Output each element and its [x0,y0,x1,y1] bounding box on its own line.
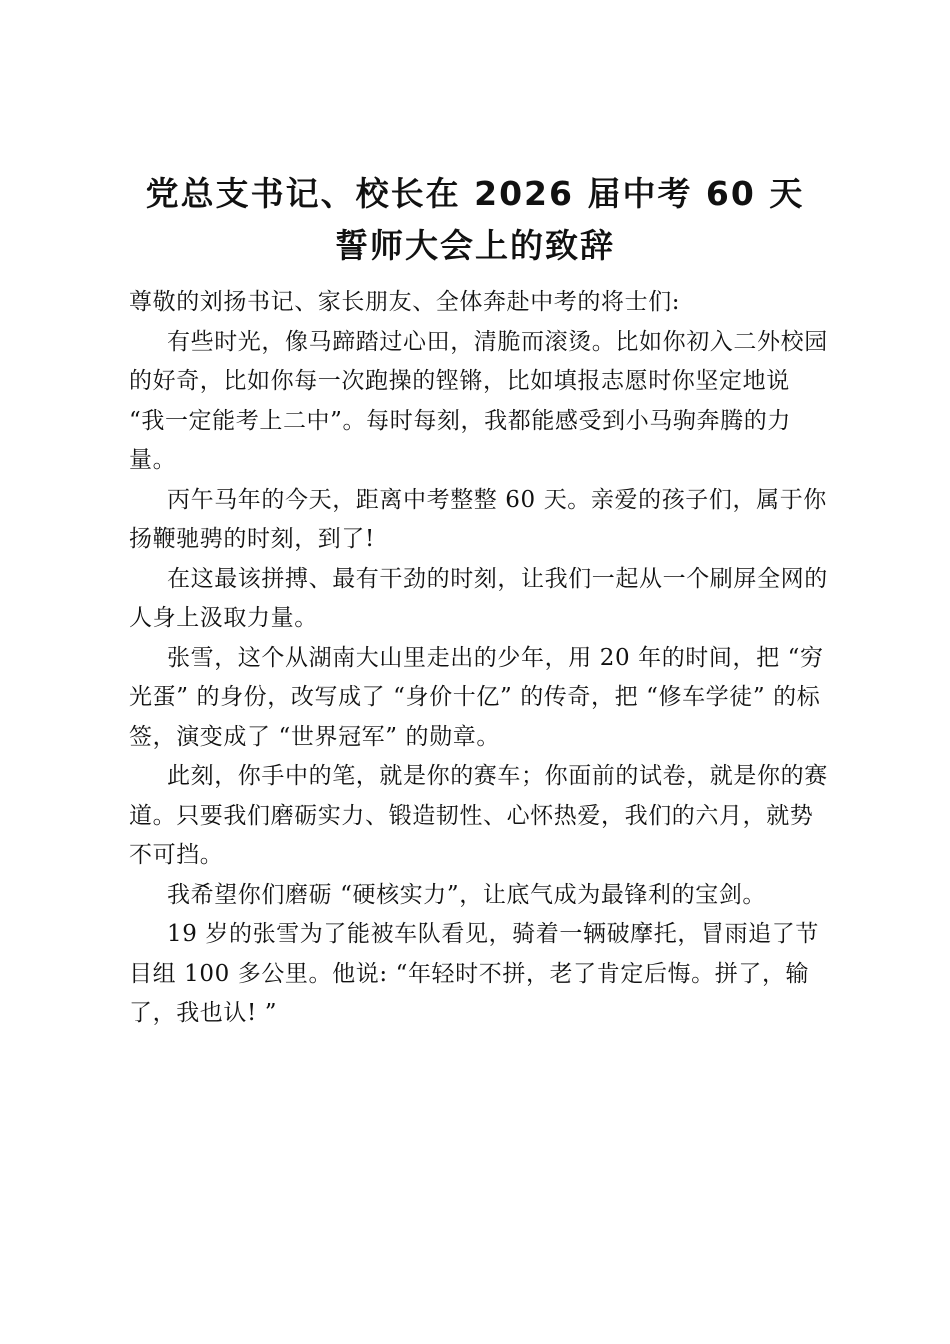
paragraph: 此刻，你手中的笔，就是你的赛车；你面前的试卷，就是你的赛道。只要我们磨砺实力、锻造韧性、心怀热爱，我们的六月，就势不可挡。 [129,763,828,868]
title-line-1: 党总支书记、校长在 2026 届中考 60 天 [145,174,805,213]
paragraph: 19 岁的张雪为了能被车队看见，骑着一辆破摩托，冒雨追了节目组 100 多公里。他说: “年轻时不拼，老了肯定后悔。拼了，输了，我也认! ” [129,921,819,1026]
paragraph: 丙午马年的今天，距离中考整整 60 天。亲爱的孩子们，属于你扬鞭驰骋的时刻，到了! [129,486,827,552]
document-body [129,283,829,1034]
paragraph: 在这最该拼搏、最有干劲的时刻，让我们一起从一个刷屏全网的人身上汲取力量。 [129,565,828,631]
document-title [0,168,950,272]
title-line-2: 誓师大会上的致辞 [335,226,615,265]
salutation: 尊敬的刘扬书记、家长朋友、全体奔赴中考的将士们: [129,289,681,315]
paragraph: 张雪，这个从湖南大山里走出的少年，用 20 年的时间，把 “穷光蛋” 的身份，改写成了 “身价十亿” 的传奇，把 “修车学徒” 的标签，演变成了 “世界冠军” 的勋章。 [129,644,824,750]
paragraph: 有些时光，像马蹄踏过心田，清脆而滚烫。比如你初入二外校园的好奇，比如你每一次跑操的铿锵，比如填报志愿时你坚定地说 “我一定能考上二中”。每时每刻，我都能感受到小马驹奔腾的力量。 [129,328,828,473]
paragraph: 我希望你们磨砺 “硬核实力”，让底气成为最锋利的宝剑。 [167,881,767,908]
